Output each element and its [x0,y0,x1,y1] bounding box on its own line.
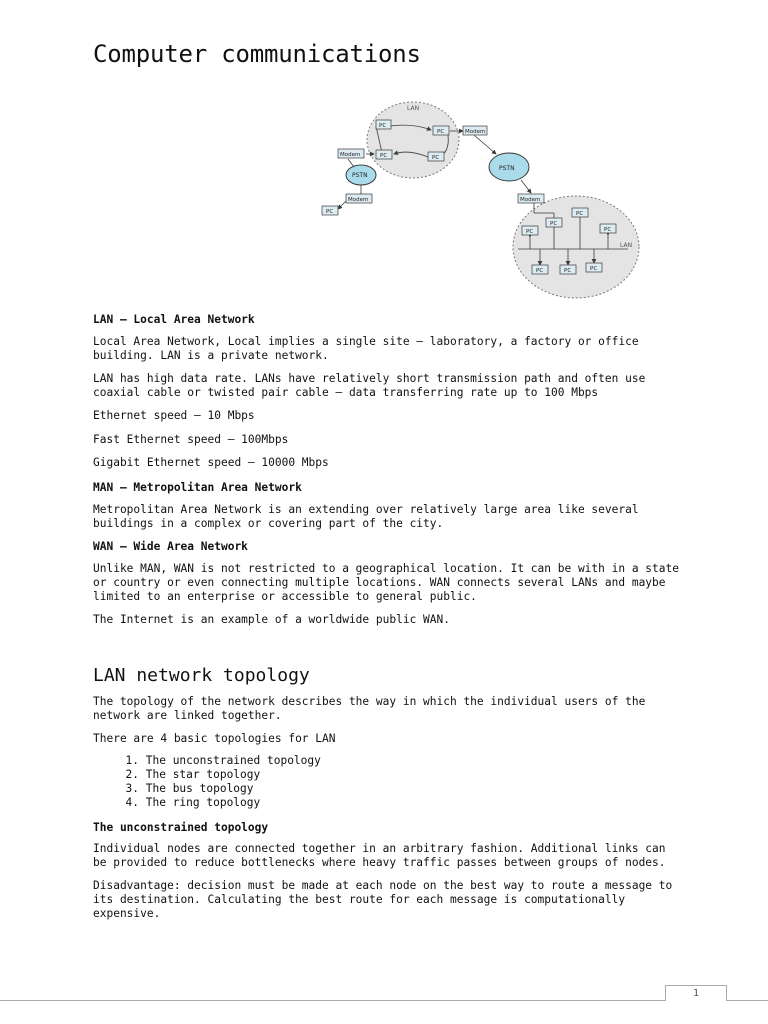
topology-heading: LAN network topology [93,665,310,686]
topology-paragraph-line-2: network are linked together. [93,709,282,722]
svg-text:PC: PC [536,268,544,274]
page-title: Computer communications [93,40,421,68]
unconstrained-heading: The unconstrained topology [93,821,269,834]
page-number: 1 [665,985,727,1001]
svg-text:PC: PC [590,266,598,272]
lan-cloud-top [367,102,459,178]
list-item-text: The unconstrained topology [145,754,321,767]
list-item [93,796,321,810]
list-item [93,754,321,768]
svg-text:Modem: Modem [520,197,541,203]
list-item-text: The bus topology [145,782,254,795]
topology-count: There are 4 basic topologies for LAN [93,732,336,745]
svg-text:PC: PC [526,229,534,235]
svg-text:PC: PC [379,123,387,129]
list-item [93,768,321,782]
svg-text:Modem: Modem [340,152,361,158]
network-diagram [228,97,648,302]
list-item-number: 4. [125,796,139,809]
unconstrained-paragraph-2-line-3: expensive. [93,907,161,920]
list-item-text: The ring topology [145,796,261,809]
unconstrained-paragraph-1-line-1: Individual nodes are connected together in an arbitrary fashion. Additional links can [93,842,666,855]
list-item [93,782,321,796]
svg-text:PC: PC [380,153,388,159]
list-item-number: 2. [125,768,139,781]
pstn-label-left: PSTN [352,172,368,179]
svg-text:PC: PC [604,227,612,233]
unconstrained-paragraph-2-line-2: its destination. Calculating the best route for each message is computationally [93,893,626,906]
lan-paragraph-1-line-2: building. LAN is a private network. [93,349,329,362]
man-paragraph-line-2: buildings in a complex or covering part of the city. [93,517,444,530]
footer-rule [0,1000,768,1001]
lan-label-top: LAN [407,105,420,112]
lan-paragraph-1-line-1: Local Area Network, Local implies a single site – laboratory, a factory or office [93,335,639,348]
list-item-text: The star topology [145,768,261,781]
lan-paragraph-2-line-2: coaxial cable or twisted pair cable – data transferring rate up to 100 Mbps [93,386,599,399]
lan-heading: LAN – Local Area Network [93,313,255,326]
topology-list [93,754,321,810]
man-paragraph-line-1: Metropolitan Area Network is an extending over relatively large area like several [93,503,639,516]
unconstrained-paragraph-1-line-2: be provided to reduce bottlenecks where heavy traffic passes between groups of nodes. [93,856,666,869]
gigabit-ethernet-speed: Gigabit Ethernet speed – 10000 Mbps [93,456,329,469]
svg-text:PC: PC [326,209,334,215]
fast-ethernet-speed: Fast Ethernet speed – 100Mbps [93,433,289,446]
wan-heading: WAN – Wide Area Network [93,540,248,553]
wan-paragraph-line-1: Unlike MAN, WAN is not restricted to a geographical location. It can be with in a state [93,562,679,575]
svg-text:PC: PC [432,155,440,161]
man-heading: MAN – Metropolitan Area Network [93,481,302,494]
topology-paragraph-line-1: The topology of the network describes the way in which the individual users of the [93,695,646,708]
svg-text:Modem: Modem [348,197,369,203]
list-item-number: 1. [125,754,139,767]
unconstrained-paragraph-2-line-1: Disadvantage: decision must be made at each node on the best way to route a message to [93,879,673,892]
lan-label-bottom: LAN [620,242,633,249]
wan-internet-example: The Internet is an example of a worldwide public WAN. [93,613,450,626]
svg-text:PC: PC [550,221,558,227]
svg-text:PC: PC [437,129,445,135]
pstn-label-right: PSTN [499,165,515,172]
svg-text:PC: PC [576,211,584,217]
lan-paragraph-2-line-1: LAN has high data rate. LANs have relatively short transmission path and often use [93,372,646,385]
ethernet-speed: Ethernet speed – 10 Mbps [93,409,255,422]
svg-text:PC: PC [564,268,572,274]
svg-text:Modem: Modem [465,129,486,135]
list-item-number: 3. [125,782,139,795]
wan-paragraph-line-3: limited to an enterprise or accessible to general public. [93,590,477,603]
wan-paragraph-line-2: or country or even connecting multiple locations. WAN connects several LANs and maybe [93,576,666,589]
